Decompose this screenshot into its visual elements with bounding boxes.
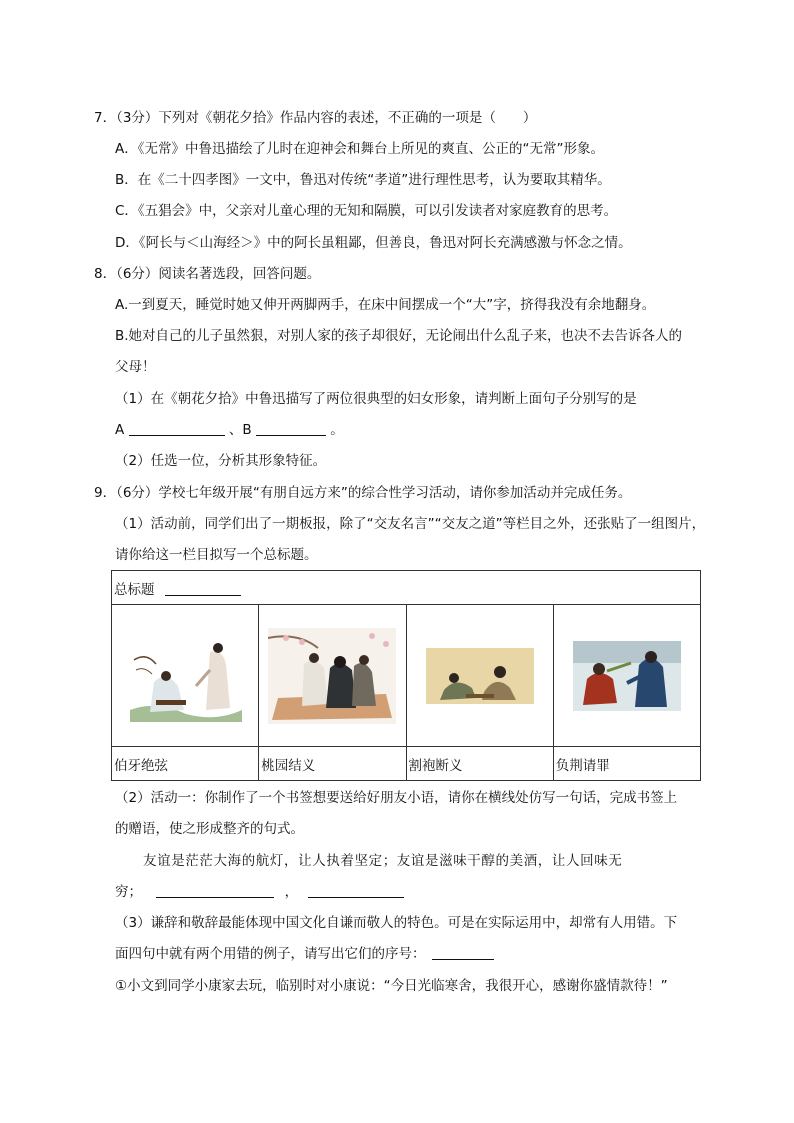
q8-sub1-a-label: A <box>115 422 125 438</box>
bookmark-comma: ， <box>284 884 299 900</box>
q8-passage-a: A.一到夏天，睡觉时她又伸开两脚两手，在床中间摆成一个“大”字，挤得我没有余地翻身。 <box>115 297 656 313</box>
q8-sub2: （2）任选一位，分析其形象特征。 <box>115 453 327 469</box>
bookmark-sample-prefix: 穷； <box>115 884 142 900</box>
gepao-painting-image <box>426 648 534 704</box>
caption-boya: 伯牙绝弦 <box>112 747 259 781</box>
q7-stem: 7．（3分）下列对《朝花夕拾》作品内容的表述，不正确的一项是（ ） <box>94 110 537 126</box>
q9-sub3-answer-blank[interactable] <box>432 945 494 960</box>
picture-fujing-cell <box>553 605 700 747</box>
boya-painting-image <box>126 630 244 722</box>
picture-gepao-cell <box>406 605 553 747</box>
bookmark-sample-line2 <box>115 883 404 901</box>
q9-item-1: ①小文到同学小康家去玩，临别时对小康说：“今日光临寒舍，我很开心，感谢你盛情款待！” <box>115 978 668 994</box>
q8-sub1-end: 。 <box>330 422 344 438</box>
q9-sub1-line1: （1）活动前，同学们出了一期板报，除了“交友名言”“交友之道”等栏目之外，还张贴了一组图片， <box>115 516 706 532</box>
q9-sub2-line1: （2）活动一：你制作了一个书签想要送给好朋友小语，请你在横线处仿写一句话，完成书签上 <box>115 790 678 806</box>
q7-option-c: C．《五猖会》中，父亲对儿童心理的无知和隔膜，可以引发读者对家庭教育的思考。 <box>115 203 618 219</box>
q8-stem: 8．（6分）阅读名著选段，回答问题。 <box>94 266 321 282</box>
caption-taoyuan: 桃园结义 <box>259 747 406 781</box>
q8-passage-b-line2: 父母！ <box>115 359 156 375</box>
board-title-label: 总标题 <box>114 581 155 598</box>
q8-answer-b-blank[interactable] <box>256 421 326 436</box>
picture-boya-cell <box>112 605 259 747</box>
q8-sub1-answer <box>115 421 344 439</box>
bookmark-blank-1[interactable] <box>156 883 274 898</box>
q7-option-b: B．在《二十四孝图》一文中，鲁迅对传统“孝道”进行理性思考，认为要取其精华。 <box>115 172 611 188</box>
q9-stem: 9．（6分）学校七年级开展“有朋自远方来”的综合性学习活动，请你参加活动并完成任务。 <box>94 485 632 501</box>
caption-gepao: 割袍断义 <box>406 747 553 781</box>
board-title-blank[interactable] <box>165 581 241 596</box>
q9-sub2-line2: 的赠语，使之形成整齐的句式。 <box>115 821 304 837</box>
q7-option-a: A．《无常》中鲁迅描绘了儿时在迎神会和舞台上所见的爽直、公正的“无常”形象。 <box>115 141 604 157</box>
q9-sub1-line2: 请你给这一栏目拟写一个总标题。 <box>115 547 318 563</box>
q8-answer-a-blank[interactable] <box>129 421 225 436</box>
q9-sub3-line2 <box>115 945 494 963</box>
bookmark-blank-2[interactable] <box>308 883 404 898</box>
taoyuan-painting-image <box>268 628 396 724</box>
caption-fujing: 负荆请罪 <box>553 747 700 781</box>
q8-sub1-b-label: 、B <box>228 422 252 438</box>
bookmark-sample-line1: 友谊是茫茫大海的航灯，让人执着坚定；友谊是滋味干醇的美酒，让人回味无 <box>143 853 623 869</box>
fujing-painting-image <box>573 641 681 711</box>
q9-sub3-line1: （3）谦辞和敬辞最能体现中国文化自谦而敬人的特色。可是在实际运用中，却常有人用错。下 <box>115 915 678 931</box>
board-title-cell <box>112 571 701 605</box>
q8-sub1: （1）在《朝花夕拾》中鲁迅描写了两位很典型的妇女形象，请判断上面句子分别写的是 <box>115 391 637 407</box>
q9-sub3-line2-text: 面四句中就有两个用错的例子，请写出它们的序号： <box>115 946 426 962</box>
q7-option-d: D．《阿长与＜山海经＞》中的阿长虽粗鄙，但善良，鲁迅对阿长充满感激与怀念之情。 <box>115 235 632 251</box>
q8-passage-b-line1: B.她对自己的儿子虽然狠，对别人家的孩子却很好，无论闹出什么乱子来，也决不去告诉各人的 <box>115 328 683 344</box>
bulletin-board-table <box>111 570 701 781</box>
picture-taoyuan-cell <box>259 605 406 747</box>
